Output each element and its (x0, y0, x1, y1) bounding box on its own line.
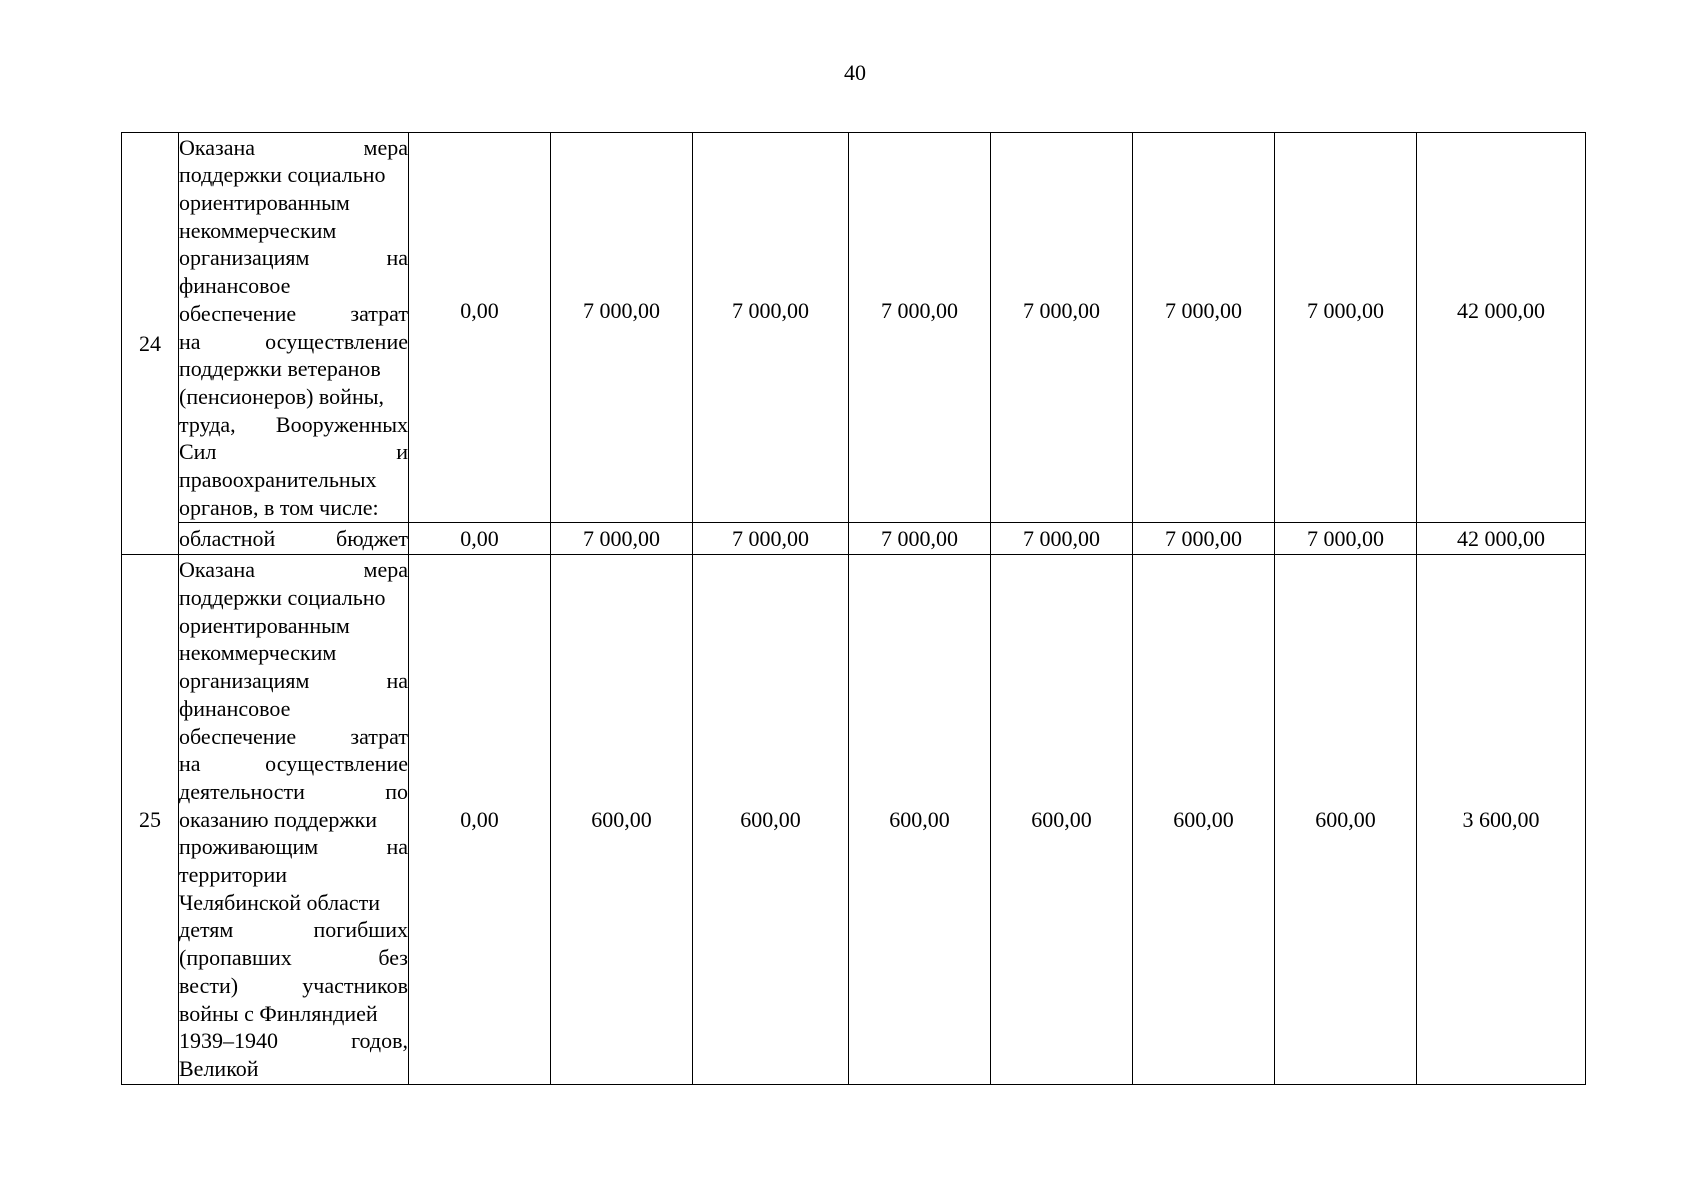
value-text: 0,00 (460, 297, 499, 323)
value-cell (551, 133, 693, 523)
description-line: на осуществление (179, 328, 408, 354)
value-cell: 7 000,00 (551, 523, 693, 555)
description-line: финансовое (179, 273, 291, 299)
description-line: деятельности по (179, 778, 408, 804)
value-cell: 7 000,00 (849, 523, 991, 555)
value-cell (991, 555, 1133, 1085)
value-cell (693, 555, 849, 1085)
description-line: ориентированным (179, 612, 350, 638)
value-text: 7 000,00 (1165, 297, 1242, 323)
description-line: территории (179, 862, 288, 888)
value-cell (1275, 133, 1417, 523)
description-line: Оказана мера (179, 557, 408, 583)
description-line: финансовое (179, 695, 291, 721)
value-cell: 7 000,00 (1275, 523, 1417, 555)
description-line: обеспечение затрат (179, 300, 408, 326)
description-line: детям погибших (179, 917, 408, 943)
value-text: 7 000,00 (1307, 297, 1384, 323)
value-cell (1417, 133, 1586, 523)
value-cell (991, 133, 1133, 523)
description-line: поддержки социально (179, 585, 386, 611)
description-line: (пенсионеров) войны, (179, 383, 384, 409)
description-line: некоммерческим (179, 640, 337, 666)
description-line: правоохранительных (179, 467, 377, 493)
description-line: оказанию поддержки (179, 806, 378, 832)
value-cell: 42 000,00 (1417, 523, 1586, 555)
value-text: 600,00 (1173, 806, 1234, 832)
description-line: организациям на (179, 245, 408, 271)
value-cell: 7 000,00 (693, 523, 849, 555)
value-text: 0,00 (460, 806, 499, 832)
value-cell: 0,00 (409, 523, 551, 555)
description-line: Сил и (179, 439, 408, 465)
budget-source-label: областной бюджет (179, 523, 409, 555)
value-text: 600,00 (889, 806, 950, 832)
value-cell: 7 000,00 (1133, 523, 1275, 555)
value-text: 7 000,00 (1023, 297, 1100, 323)
row-number-text: 25 (139, 806, 161, 832)
value-cell (409, 555, 551, 1085)
value-text: 7 000,00 (732, 297, 809, 323)
value-text: 600,00 (1031, 806, 1092, 832)
description-line: Великой (179, 1055, 259, 1081)
description-line: обеспечение затрат (179, 723, 408, 749)
value-cell (1133, 555, 1275, 1085)
value-text: 7 000,00 (881, 297, 958, 323)
value-text: 600,00 (1315, 806, 1376, 832)
value-text: 600,00 (740, 806, 801, 832)
value-cell (409, 133, 551, 523)
table-row (122, 555, 1586, 1085)
value-cell (849, 133, 991, 523)
description-line: ориентированным (179, 189, 350, 215)
description-line: на осуществление (179, 751, 408, 777)
description-line: поддержки социально (179, 162, 386, 188)
description-line: органов, в том числе: (179, 494, 379, 520)
row-number (122, 555, 179, 1085)
description-line: организациям на (179, 668, 408, 694)
description-line: войны с Финляндией (179, 1000, 378, 1026)
description-line: некоммерческим (179, 217, 337, 243)
table-row (122, 523, 1586, 555)
value-cell (693, 133, 849, 523)
page-number: 40 (844, 60, 866, 85)
value-cell (1133, 133, 1275, 523)
table-row (122, 133, 1586, 523)
row-description (179, 555, 409, 1085)
budget-table (121, 132, 1586, 1085)
value-cell (551, 555, 693, 1085)
value-cell (1275, 555, 1417, 1085)
row-number (122, 133, 179, 555)
row-number-text: 24 (139, 330, 161, 356)
description-line: (пропавших без (179, 945, 408, 971)
value-text: 600,00 (591, 806, 652, 832)
value-cell (1417, 555, 1586, 1085)
value-text: 7 000,00 (583, 297, 660, 323)
description-line: Оказана мера (179, 134, 408, 160)
description-line: труда, Вооруженных (179, 411, 408, 437)
description-line: поддержки ветеранов (179, 356, 381, 382)
row-description (179, 133, 409, 523)
description-line: проживающим на (179, 834, 408, 860)
value-text: 3 600,00 (1462, 806, 1540, 832)
description-line: вести) участников (179, 972, 408, 998)
value-text: 42 000,00 (1457, 297, 1545, 323)
value-cell: 7 000,00 (991, 523, 1133, 555)
value-cell (849, 555, 991, 1085)
description-line: 1939–1940 годов, (179, 1028, 408, 1054)
description-line: Челябинской области (179, 889, 381, 915)
